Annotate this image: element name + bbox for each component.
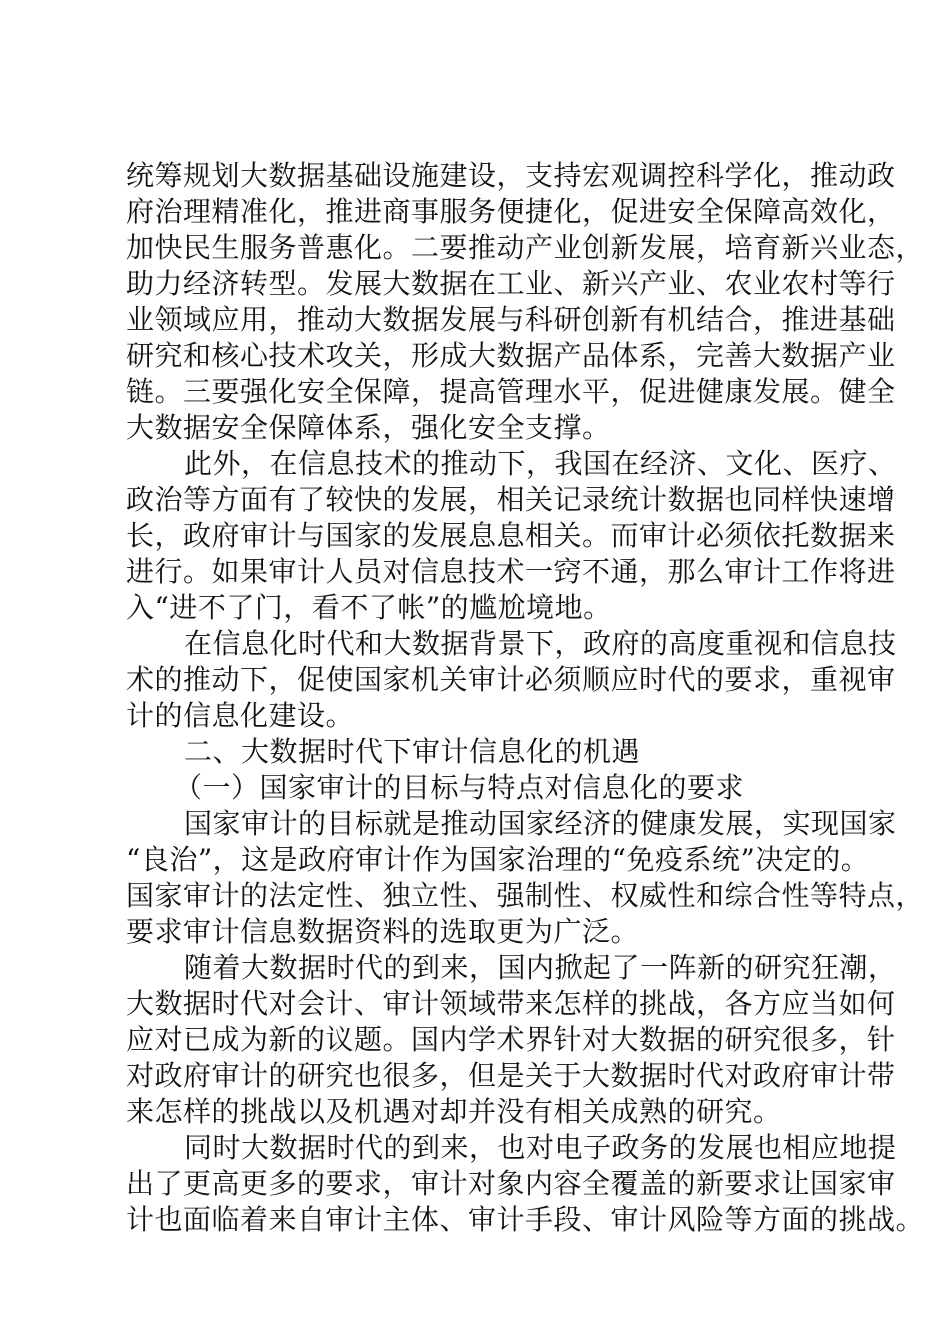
line-28: 同时大数据时代的到来，也对电子政务的发展也相应地提: [184, 1131, 897, 1164]
line-29: 出了更高更多的要求，审计对象内容全覆盖的新要求让国家审: [126, 1167, 896, 1200]
section-heading-2: 二、大数据时代下审计信息化的机遇: [184, 735, 641, 768]
line-03: 加快民生服务普惠化。二要推动产业创新发展，培育新兴业态，: [126, 231, 925, 264]
line-25: 应对已成为新的议题。国内学术界针对大数据的研究很多，针: [126, 1023, 896, 1056]
line-14: 在信息化时代和大数据背景下，政府的高度重视和信息技: [184, 627, 897, 660]
line-30: 计也面临着来自审计主体、审计手段、审计风险等方面的挑战。: [126, 1203, 925, 1236]
line-21: 国家审计的法定性、独立性、强制性、权威性和综合性等特点，: [126, 879, 925, 912]
line-23: 随着大数据时代的到来，国内掀起了一阵新的研究狂潮，: [184, 951, 897, 984]
line-27: 来怎样的挑战以及机遇对却并没有相关成熟的研究。: [126, 1095, 782, 1128]
line-12: 进行。如果审计人员对信息技术一窍不通，那么审计工作将进: [126, 555, 896, 588]
line-16: 计的信息化建设。: [126, 699, 355, 732]
line-26: 对政府审计的研究也很多，但是关于大数据时代对政府审计带: [126, 1059, 896, 1092]
line-11: 长，政府审计与国家的发展息息相关。而审计必须依托数据来: [126, 519, 896, 552]
line-22: 要求审计信息数据资料的选取更为广泛。: [126, 915, 640, 948]
line-07: 链。三要强化安全保障，提高管理水平，促进健康发展。健全: [126, 375, 896, 408]
line-13: 入“进不了门，看不了帐”的尴尬境地。: [126, 591, 612, 624]
line-04: 助力经济转型。发展大数据在工业、新兴产业、农业农村等行: [126, 267, 896, 300]
line-05: 业领域应用，推动大数据发展与科研创新有机结合，推进基础: [126, 303, 896, 336]
line-19: 国家审计的目标就是推动国家经济的健康发展，实现国家: [184, 807, 897, 840]
line-10: 政治等方面有了较快的发展，相关记录统计数据也同样快速增: [126, 483, 896, 516]
line-01: 统筹规划大数据基础设施建设，支持宏观调控科学化，推动政: [126, 159, 896, 192]
line-06: 研究和核心技术攻关，形成大数据产品体系，完善大数据产业: [126, 339, 896, 372]
line-02: 府治理精准化，推进商事服务便捷化，促进安全保障高效化，: [126, 195, 896, 228]
line-08: 大数据安全保障体系，强化安全支撑。: [126, 411, 611, 444]
line-15: 术的推动下，促使国家机关审计必须顺应时代的要求，重视审: [126, 663, 896, 696]
line-24: 大数据时代对会计、审计领域带来怎样的挑战，各方应当如何: [126, 987, 896, 1020]
line-20: “良治”，这是政府审计作为国家治理的“免疫系统”决定的。: [126, 843, 870, 876]
subsection-heading-2-1: （一）国家审计的目标与特点对信息化的要求: [174, 771, 745, 804]
line-09: 此外，在信息技术的推动下，我国在经济、文化、医疗、: [184, 447, 897, 480]
